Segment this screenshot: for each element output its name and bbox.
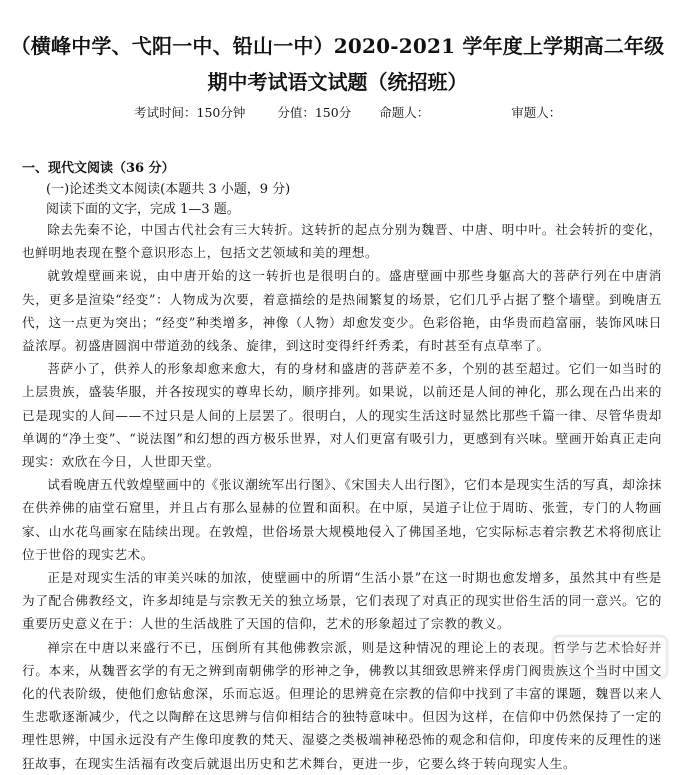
paragraph: 禅宗在中唐以来盛行不已，压倒所有其他佛教宗派，则是这种情况的理论上的表现。哲学与艺术恰好并行。本来，从魏晋玄学的有无之辨到南朝佛学的形神之争，佛教以其细致思辨来俘虏门阀贵族这个当时中国文化的代表阶级，使他们愈钻愈深，乐而忘返。但理论的思辨竟在宗教的信仰中找到了丰富的课题，魏晋以来人生悲歌逐渐减少，代之以陶醉在这思辨与信仰相结合的独特意味中。但因为这样，在信仰中仍然保持了一定的理性思辨，中国永远没有产生像印度教的梵天、湿婆之类极端神秘恐怖的观念和信仰，印度传来的反理性的迷狂故事，在现实生活福有改变后就退出历史和艺术舞台，更进一步，它要么终于转向现实人生。 — [22, 639, 662, 771]
exam-title-line1: （横峰中学、弋阳一中、铅山一中）2020-2021 学年度上学期高二年级 — [10, 34, 665, 58]
exam-reviewer: 审题人： — [511, 105, 562, 120]
instruction: 阅读下面的文字，完成 1—3 题。 — [46, 202, 240, 217]
exam-setter: 命题人： — [379, 105, 430, 120]
paragraph: 就敦煌壁画来说，由中唐开始的这一转折也是很明白的。盛唐壁画中那些身躯高大的菩萨行列在中唐消失，更多是渲染“经变”：人物成为次要，着意描绘的是热闹繁复的场景，它们几乎占据了整个墙壁。到晚唐五代，这一点更为突出；“经变”种类增多，神像（人物）却愈发变少。色彩俗艳，由华贵而趋富丽，装饰风味日益浓厚。初盛唐圆润中带道劲的线条、旋律，到这时变得纤纤秀柔，有时甚至有点草率了。 — [22, 268, 662, 354]
paragraph: 试看晚唐五代敦煌壁画中的《张议潮统军出行图》、《宋国夫人出行图》，它们本是现实生活的写真，却涂抹在供养佛的庙堂石窟里，并且占有那么显赫的位置和面积。在中原，吴道子让位于周昉、张萱，专门的人物画家、山水花鸟画家在陆续出现。在敦煌，世俗场景大规模地侵入了佛国圣地，它实际标志着宗教艺术将彻底让位于世俗的现实艺术。 — [22, 477, 662, 562]
section-heading: 一、现代文阅读（36 分） — [22, 161, 175, 176]
exam-score: 分值：150分 — [277, 105, 352, 120]
sub-heading: (一)论述类文本阅读(本题共 3 小题，9 分) — [46, 182, 291, 197]
passage-body — [22, 218, 662, 775]
paragraph: 除去先秦不论，中国古代社会有三大转折。这转折的起点分别为魏晋、中唐、明中叶。社会转折的变化，也鲜明地表现在整个意识形态上，包括文艺领域和美的理想。 — [22, 222, 662, 261]
exam-meta-row — [134, 103, 561, 121]
exam-time: 考试时间：150分钟 — [134, 105, 246, 120]
exam-title-line2: 期中考试语文试题（统招班） — [207, 70, 468, 94]
paragraph: 菩萨小了，供养人的形象却愈来愈大，有的身材和盛唐的菩萨差不多，个别的甚至超过。它们一如当时的上层贵族，盛装华服，并各按现实的尊卑长幼，顺序排列。如果说，以前还是人间的神化，那么现在凸出来的已是现实的人间——不过只是人间的上层罢了。很明白，人的现实生活这时显然比那些千篇一律、尽管华贵却单调的“净土变”、“说法图”和幻想的西方极乐世界，对人们更富有吸引力，更感到有兴味。壁画开始真正走向现实：欢欣在今日，人世即天堂。 — [22, 361, 662, 470]
paragraph: 正是对现实生活的审美兴味的加浓，使壁画中的所谓“生活小景”在这一时期也愈发增多，虽然其中有些是为了配合佛教经文，许多却纯是与宗教无关的独立场景，它们表现了对真正的现实世俗生活的同一意兴。它的重要历史意义在于：人世的生活战胜了天国的信仰，艺术的形象超过了宗教的教义。 — [22, 570, 662, 632]
